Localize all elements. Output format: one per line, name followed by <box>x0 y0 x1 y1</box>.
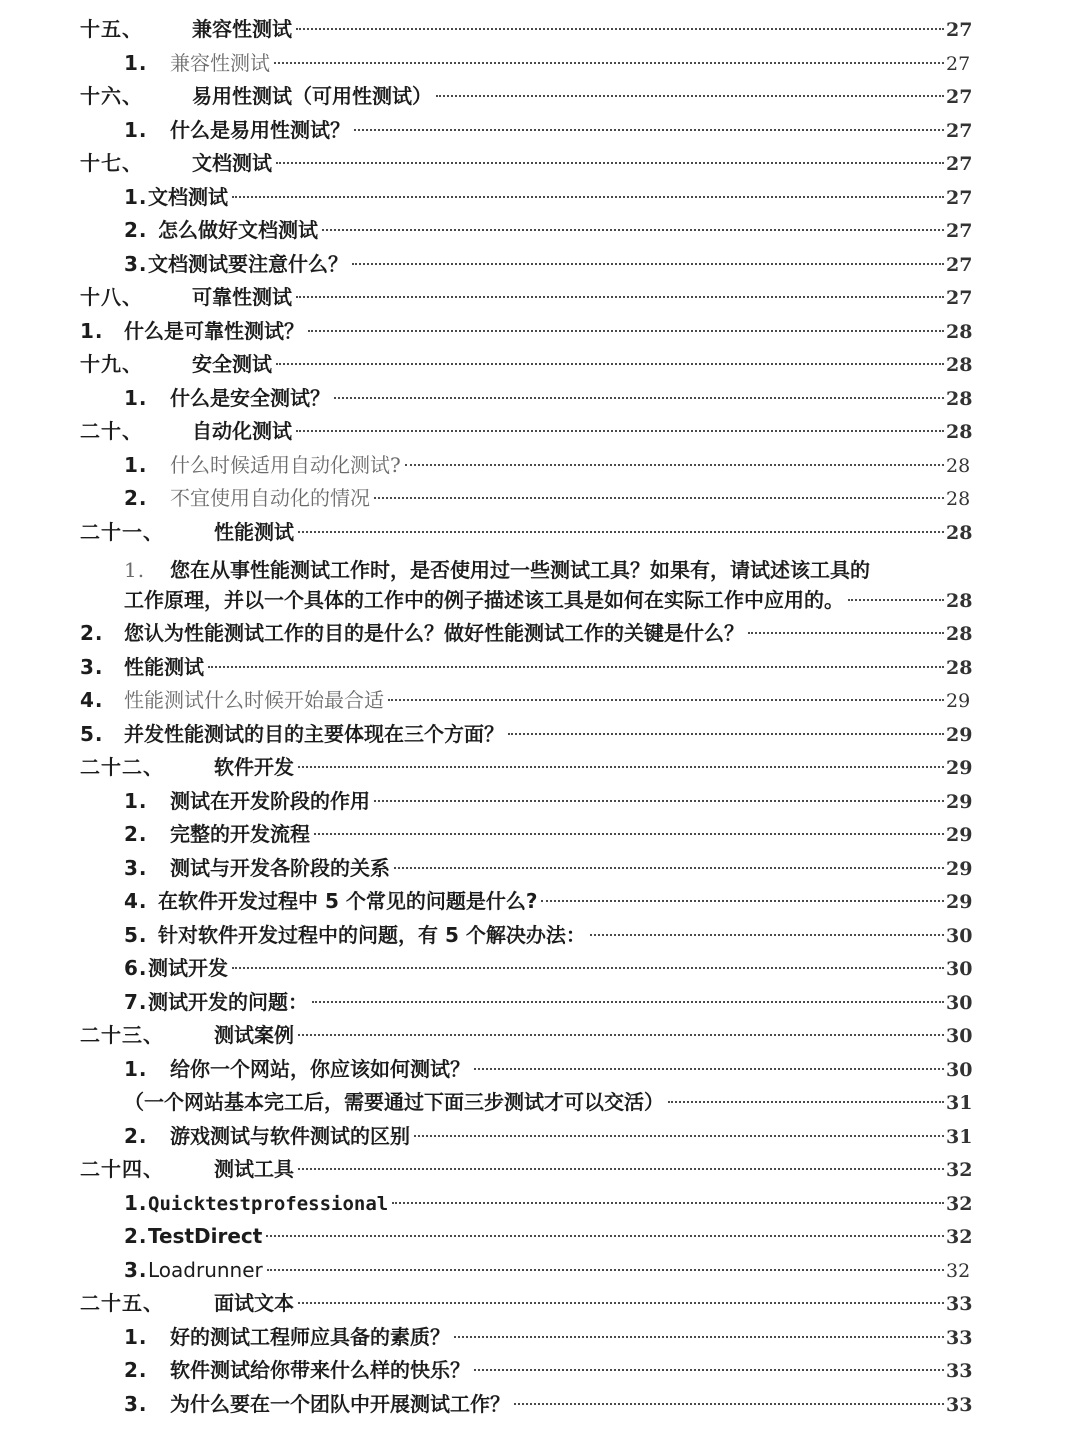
toc-number: 十七、 <box>80 151 143 175</box>
dot-leader <box>296 296 944 298</box>
dot-leader <box>298 766 944 768</box>
toc-title: 您在从事性能测试工作时，是否使用过一些测试工具？如果有，请试述该工具的 <box>170 558 870 582</box>
toc-title: 怎么做好文档测试 <box>158 218 318 242</box>
toc-title: 可靠性测试 <box>192 285 292 309</box>
toc-title: 易用性测试（可用性测试） <box>192 84 432 108</box>
toc-page-number: 33 <box>946 1393 973 1416</box>
toc-item[interactable] <box>0 1220 1080 1254</box>
toc-page-number: 28 <box>946 623 973 645</box>
dot-leader <box>334 397 944 399</box>
toc-page-number: 27 <box>946 86 973 108</box>
toc-page-number: 29 <box>946 824 973 846</box>
dot-leader <box>374 800 944 802</box>
toc-chapter-18[interactable] <box>0 281 1080 315</box>
toc-item[interactable] <box>0 1120 1080 1154</box>
toc-chapter-20[interactable] <box>0 415 1080 449</box>
toc-title: Quicktestprofessional <box>148 1192 389 1215</box>
toc-title: 文档测试 <box>148 184 228 209</box>
toc-title: 您认为性能测试工作的目的是什么？做好性能测试工作的关键是什么？ <box>124 621 744 645</box>
toc-item[interactable] <box>0 952 1080 986</box>
dot-leader <box>541 900 944 902</box>
toc-page-number: 29 <box>946 723 973 746</box>
toc-number: 5. <box>124 922 148 947</box>
toc-number: 3. <box>124 1391 148 1416</box>
toc-page-number: 28 <box>946 387 973 410</box>
dot-leader <box>322 229 944 231</box>
toc-number: 十九、 <box>80 352 143 376</box>
toc-item[interactable] <box>0 718 1080 752</box>
toc-title: 兼容性测试 <box>192 17 292 41</box>
dot-leader <box>848 599 944 601</box>
toc-item[interactable] <box>0 482 1080 516</box>
toc-page-number: 33 <box>946 1326 973 1349</box>
toc-item-continuation[interactable] <box>0 583 1080 617</box>
toc-number: 1. <box>124 1324 148 1349</box>
dot-leader <box>748 632 944 634</box>
toc-item[interactable] <box>0 1053 1080 1087</box>
toc-item[interactable] <box>0 47 1080 81</box>
toc-title: 自动化测试 <box>192 419 292 443</box>
toc-number: 2. <box>124 1358 148 1382</box>
toc-number: 2. <box>124 1123 148 1148</box>
toc-page-number: 31 <box>946 1125 973 1148</box>
toc-chapter-25[interactable] <box>0 1287 1080 1321</box>
dot-leader <box>266 1235 944 1237</box>
dot-leader <box>354 129 944 131</box>
toc-title: 给你一个网站，你应该如何测试？ <box>170 1056 470 1081</box>
toc-item[interactable] <box>0 617 1080 651</box>
toc-page-number: 28 <box>946 521 973 544</box>
dot-leader <box>508 733 944 735</box>
toc-number: 1. <box>80 318 104 343</box>
toc-title: 软件开发 <box>214 755 294 779</box>
toc-item[interactable] <box>0 818 1080 852</box>
toc-number: 二十三、 <box>80 1023 164 1047</box>
toc-title: 兼容性测试 <box>170 50 270 75</box>
toc-number: 二十二、 <box>80 755 164 779</box>
toc-title: TestDirect <box>148 1224 263 1248</box>
toc-title: 在软件开发过程中 5 个常见的问题是什么? <box>158 889 538 913</box>
toc-page-number: 27 <box>946 119 973 142</box>
toc-item[interactable] <box>0 114 1080 148</box>
toc-number: 5. <box>80 721 104 746</box>
toc-number: 2. <box>80 621 104 645</box>
toc-number: 1. <box>124 452 148 477</box>
dot-leader <box>414 1135 944 1137</box>
toc-item[interactable] <box>0 315 1080 349</box>
toc-title: 不宜使用自动化的情况 <box>170 486 370 510</box>
toc-title: 并发性能测试的目的主要体现在三个方面？ <box>124 721 504 746</box>
toc-number: 1. <box>124 184 148 209</box>
dot-leader <box>474 1369 944 1371</box>
toc-item[interactable] <box>0 1254 1080 1288</box>
dot-leader <box>514 1403 944 1405</box>
toc-number: 3. <box>124 855 148 880</box>
dot-leader <box>474 1068 944 1070</box>
toc-item[interactable] <box>0 919 1080 953</box>
toc-number: 2. <box>124 486 148 510</box>
toc-title: 什么是可靠性测试？ <box>124 318 304 343</box>
toc-number: 1. <box>124 50 148 75</box>
toc-page-number: 32 <box>946 1192 973 1215</box>
toc-title: 测试案例 <box>214 1023 294 1047</box>
toc-page-number: 32 <box>946 1259 971 1282</box>
dot-leader <box>276 363 944 365</box>
dot-leader <box>388 699 944 701</box>
toc-number: 二十、 <box>80 419 143 443</box>
dot-leader <box>296 430 944 432</box>
toc-title-continuation: 工作原理，并以一个具体的工作中的例子描述该工具是如何在实际工作中应用的。 <box>124 588 844 612</box>
toc-number: 1. <box>124 558 146 582</box>
table-of-contents <box>0 13 1080 1421</box>
toc-page-number: 29 <box>946 790 973 813</box>
toc-chapter-24[interactable] <box>0 1153 1080 1187</box>
toc-item[interactable] <box>0 449 1080 483</box>
toc-chapter-22[interactable] <box>0 751 1080 785</box>
dot-leader <box>454 1336 944 1338</box>
dot-leader <box>436 95 944 97</box>
toc-title: 性能测试 <box>214 519 294 544</box>
toc-number: 3. <box>80 654 104 679</box>
toc-title: 面试文本 <box>214 1291 294 1315</box>
toc-number: 十五、 <box>80 17 143 41</box>
toc-chapter-17[interactable] <box>0 147 1080 181</box>
toc-page-number: 28 <box>946 656 973 679</box>
toc-number: 2. <box>124 218 148 242</box>
toc-title: 测试与开发各阶段的关系 <box>170 855 390 880</box>
toc-number: 7. <box>124 989 148 1014</box>
toc-item[interactable] <box>0 785 1080 819</box>
toc-title: 针对软件开发过程中的问题，有 5 个解决办法： <box>158 922 586 947</box>
toc-chapter-23[interactable] <box>0 1019 1080 1053</box>
toc-item[interactable] <box>0 885 1080 919</box>
toc-page-number: 27 <box>946 153 973 175</box>
toc-title: 文档测试要注意什么？ <box>148 251 348 276</box>
toc-page-number: 27 <box>946 19 973 41</box>
toc-number: 2. <box>124 1224 148 1248</box>
dot-leader <box>296 28 944 30</box>
toc-item[interactable] <box>0 651 1080 685</box>
toc-item-note[interactable] <box>0 1086 1080 1120</box>
dot-leader <box>298 1168 944 1170</box>
toc-number: 十八、 <box>80 285 143 309</box>
toc-item[interactable] <box>0 852 1080 886</box>
toc-page-number: 30 <box>946 1058 973 1081</box>
toc-number: 二十一、 <box>80 519 164 544</box>
toc-page-number: 30 <box>946 1025 973 1047</box>
toc-number: 1. <box>124 1056 148 1081</box>
toc-title: 性能测试什么时候开始最合适 <box>124 688 384 712</box>
toc-title: 为什么要在一个团队中开展测试工作？ <box>170 1391 510 1416</box>
toc-page-number: 29 <box>946 757 973 779</box>
toc-page-number: 29 <box>946 690 971 712</box>
toc-page-number: 27 <box>946 253 973 276</box>
toc-number: 十六、 <box>80 84 143 108</box>
dot-leader <box>312 1001 944 1003</box>
toc-item[interactable] <box>0 986 1080 1020</box>
toc-page-number: 29 <box>946 857 973 880</box>
toc-page-number: 30 <box>946 991 973 1014</box>
toc-item[interactable] <box>0 248 1080 282</box>
toc-number: 二十五、 <box>80 1291 164 1315</box>
toc-chapter-16[interactable] <box>0 80 1080 114</box>
toc-title: 性能测试 <box>124 654 204 679</box>
toc-page-number: 32 <box>946 1226 973 1248</box>
toc-title: （一个网站基本完工后，需要通过下面三步测试才可以交活） <box>124 1090 664 1114</box>
toc-title: 文档测试 <box>192 151 272 175</box>
toc-title: 什么时候适用自动化测试? <box>170 452 401 477</box>
toc-title: 游戏测试与软件测试的区别 <box>170 1123 410 1148</box>
toc-number: 1. <box>124 788 148 813</box>
dot-leader <box>394 867 944 869</box>
dot-leader <box>274 62 944 64</box>
toc-page-number: 30 <box>946 958 973 980</box>
toc-page-number: 27 <box>946 287 973 309</box>
dot-leader <box>276 162 944 164</box>
toc-page-number: 28 <box>946 320 973 343</box>
toc-chapter-21[interactable] <box>0 516 1080 550</box>
toc-page-number: 33 <box>946 1293 973 1315</box>
toc-item[interactable] <box>0 1354 1080 1388</box>
toc-page-number: 30 <box>946 924 973 947</box>
dot-leader <box>352 263 944 265</box>
toc-number: 二十四、 <box>80 1157 164 1181</box>
toc-item[interactable] <box>0 1388 1080 1422</box>
toc-number: 6. <box>124 956 148 980</box>
toc-title: 测试开发 <box>148 956 228 980</box>
toc-page-number: 28 <box>946 421 973 443</box>
toc-page-number: 28 <box>946 488 971 510</box>
toc-page-number: 29 <box>946 891 973 913</box>
toc-page-number: 33 <box>946 1360 973 1382</box>
toc-title: Loadrunner <box>148 1257 263 1282</box>
toc-number: 4. <box>124 889 148 913</box>
toc-title: 好的测试工程师应具备的素质？ <box>170 1324 450 1349</box>
toc-title: 完整的开发流程 <box>170 822 310 846</box>
toc-page-number: 27 <box>946 52 971 75</box>
toc-title: 测试工具 <box>214 1157 294 1181</box>
toc-item-multiline[interactable] <box>0 549 1080 583</box>
dot-leader <box>298 1302 944 1304</box>
toc-title: 安全测试 <box>192 352 272 376</box>
toc-number: 1. <box>124 117 148 142</box>
toc-number: 1. <box>124 385 148 410</box>
toc-page-number: 27 <box>946 186 973 209</box>
toc-item[interactable] <box>0 214 1080 248</box>
toc-page-number: 28 <box>946 590 973 612</box>
dot-leader <box>232 196 944 198</box>
dot-leader <box>267 1269 944 1271</box>
toc-item[interactable] <box>0 684 1080 718</box>
dot-leader <box>208 666 944 668</box>
toc-page-number: 28 <box>946 454 971 477</box>
dot-leader <box>405 464 944 466</box>
dot-leader <box>232 967 944 969</box>
toc-item[interactable] <box>0 1321 1080 1355</box>
toc-title: 测试开发的问题： <box>148 989 308 1014</box>
toc-number: 2. <box>124 822 148 846</box>
toc-page-number: 32 <box>946 1159 973 1181</box>
dot-leader <box>298 531 944 533</box>
toc-number: 1. <box>124 1190 148 1215</box>
toc-page-number: 28 <box>946 354 973 376</box>
toc-chapter-19[interactable] <box>0 348 1080 382</box>
dot-leader <box>392 1202 944 1204</box>
toc-item[interactable] <box>0 181 1080 215</box>
toc-title: 什么是易用性测试？ <box>170 117 350 142</box>
toc-item[interactable] <box>0 1187 1080 1221</box>
toc-number: 3. <box>124 1257 148 1282</box>
dot-leader <box>308 330 944 332</box>
dot-leader <box>590 934 944 936</box>
dot-leader <box>314 833 944 835</box>
toc-number: 3. <box>124 251 148 276</box>
toc-number: 4. <box>80 688 104 712</box>
dot-leader <box>298 1034 944 1036</box>
toc-chapter-15[interactable] <box>0 13 1080 47</box>
toc-title: 测试在开发阶段的作用 <box>170 788 370 813</box>
toc-item[interactable] <box>0 382 1080 416</box>
toc-page-number: 27 <box>946 220 973 242</box>
dot-leader <box>374 497 944 499</box>
toc-title: 软件测试给你带来什么样的快乐？ <box>170 1358 470 1382</box>
dot-leader <box>668 1101 944 1103</box>
toc-title: 什么是安全测试？ <box>170 385 330 410</box>
toc-page-number: 31 <box>946 1092 973 1114</box>
